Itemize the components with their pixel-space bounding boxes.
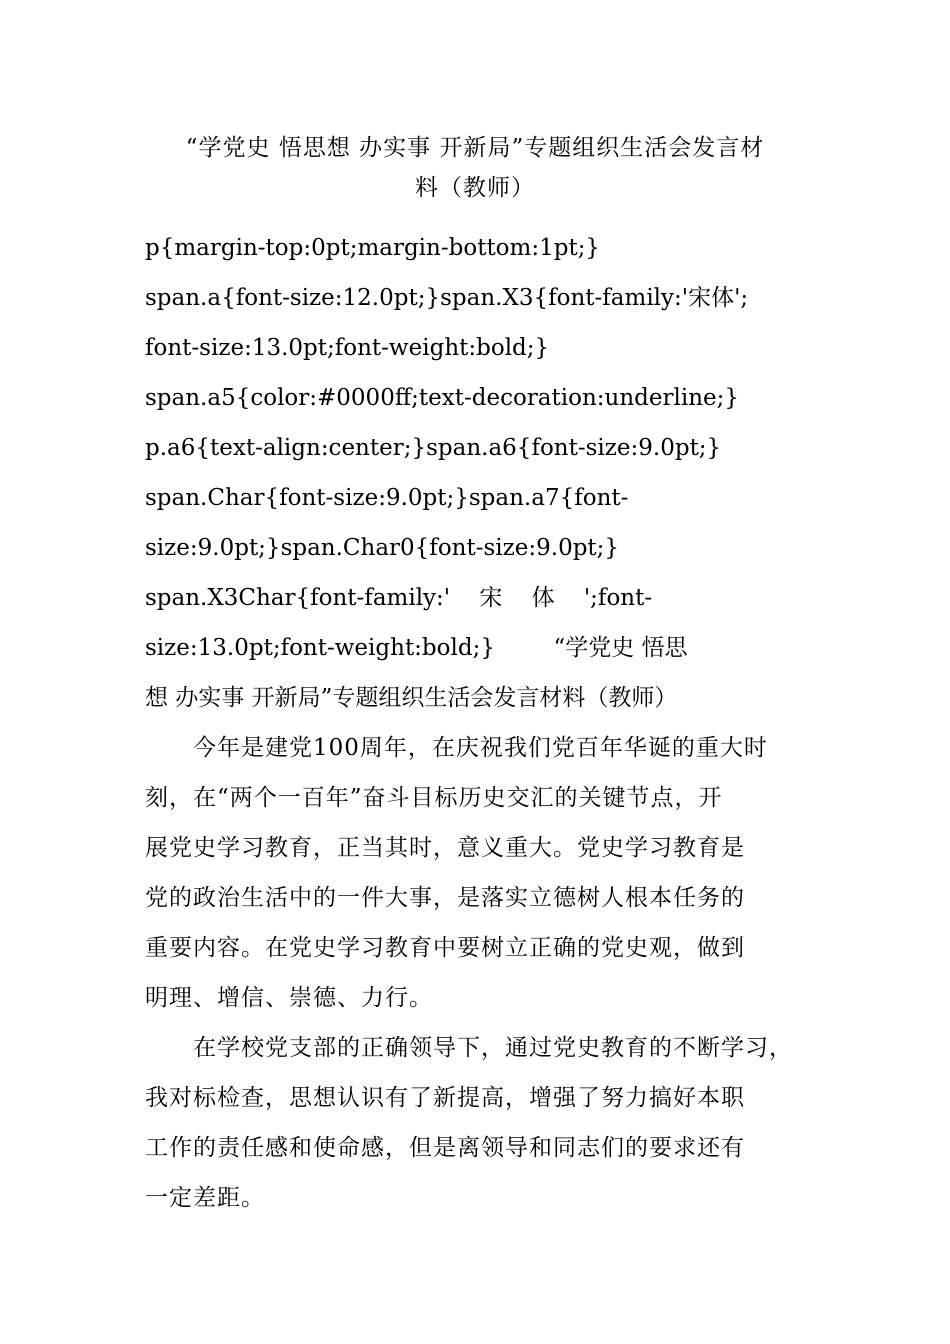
css-line: size:13.0pt;font-weight:bold;} “学党史 悟思 <box>145 635 688 661</box>
paragraph-line: 党的政治生活中的一件大事，是落实立德树人根本任务的 <box>145 885 745 911</box>
paragraph-line: 明理、增信、崇德、力行。 <box>145 985 433 1011</box>
paragraph-line: 在学校党支部的正确领导下，通过党史教育的不断学习， <box>145 1035 793 1061</box>
paragraph-line: 一定差距。 <box>145 1185 265 1211</box>
css-line: 想 办实事 开新局”专题组织生活会发言材料（教师） <box>145 685 678 711</box>
css-line: span.X3Char{font-family:' 宋 体 ';font- <box>145 585 653 611</box>
css-text-block <box>145 223 807 723</box>
css-line: span.Char{font-size:9.0pt;}span.a7{font- <box>145 485 629 511</box>
paragraph-line: 重要内容。在党史学习教育中要树立正确的党史观，做到 <box>145 935 745 961</box>
paragraph-self-review <box>145 1023 807 1223</box>
title-line-1: “学党史 悟思想 办实事 开新局”专题组织生活会发言材 <box>185 135 765 161</box>
document-title <box>145 128 805 208</box>
css-line: span.a5{color:#0000ff;text-decoration:underline;} <box>145 385 740 411</box>
css-line: size:9.0pt;}span.Char0{font-size:9.0pt;} <box>145 535 620 561</box>
title-line-2: 料（教师） <box>415 175 535 201</box>
css-line: p.a6{text-align:center;}span.a6{font-size:9.0pt;} <box>145 435 722 461</box>
paragraph-line: 工作的责任感和使命感，但是离领导和同志们的要求还有 <box>145 1135 745 1161</box>
paragraph-line: 展党史学习教育，正当其时，意义重大。党史学习教育是 <box>145 835 745 861</box>
paragraph-line: 我对标检查，思想认识有了新提高，增强了努力搞好本职 <box>145 1085 745 1111</box>
paragraph-intro <box>145 723 807 1023</box>
css-line: p{margin-top:0pt;margin-bottom:1pt;} <box>145 235 601 261</box>
paragraph-line: 今年是建党100周年，在庆祝我们党百年华诞的重大时 <box>145 735 768 761</box>
paragraph-line: 刻，在“两个一百年”奋斗目标历史交汇的关键节点，开 <box>145 785 723 811</box>
css-line: span.a{font-size:12.0pt;}span.X3{font-family:'宋体'; <box>145 285 749 311</box>
css-line: font-size:13.0pt;font-weight:bold;} <box>145 335 550 361</box>
